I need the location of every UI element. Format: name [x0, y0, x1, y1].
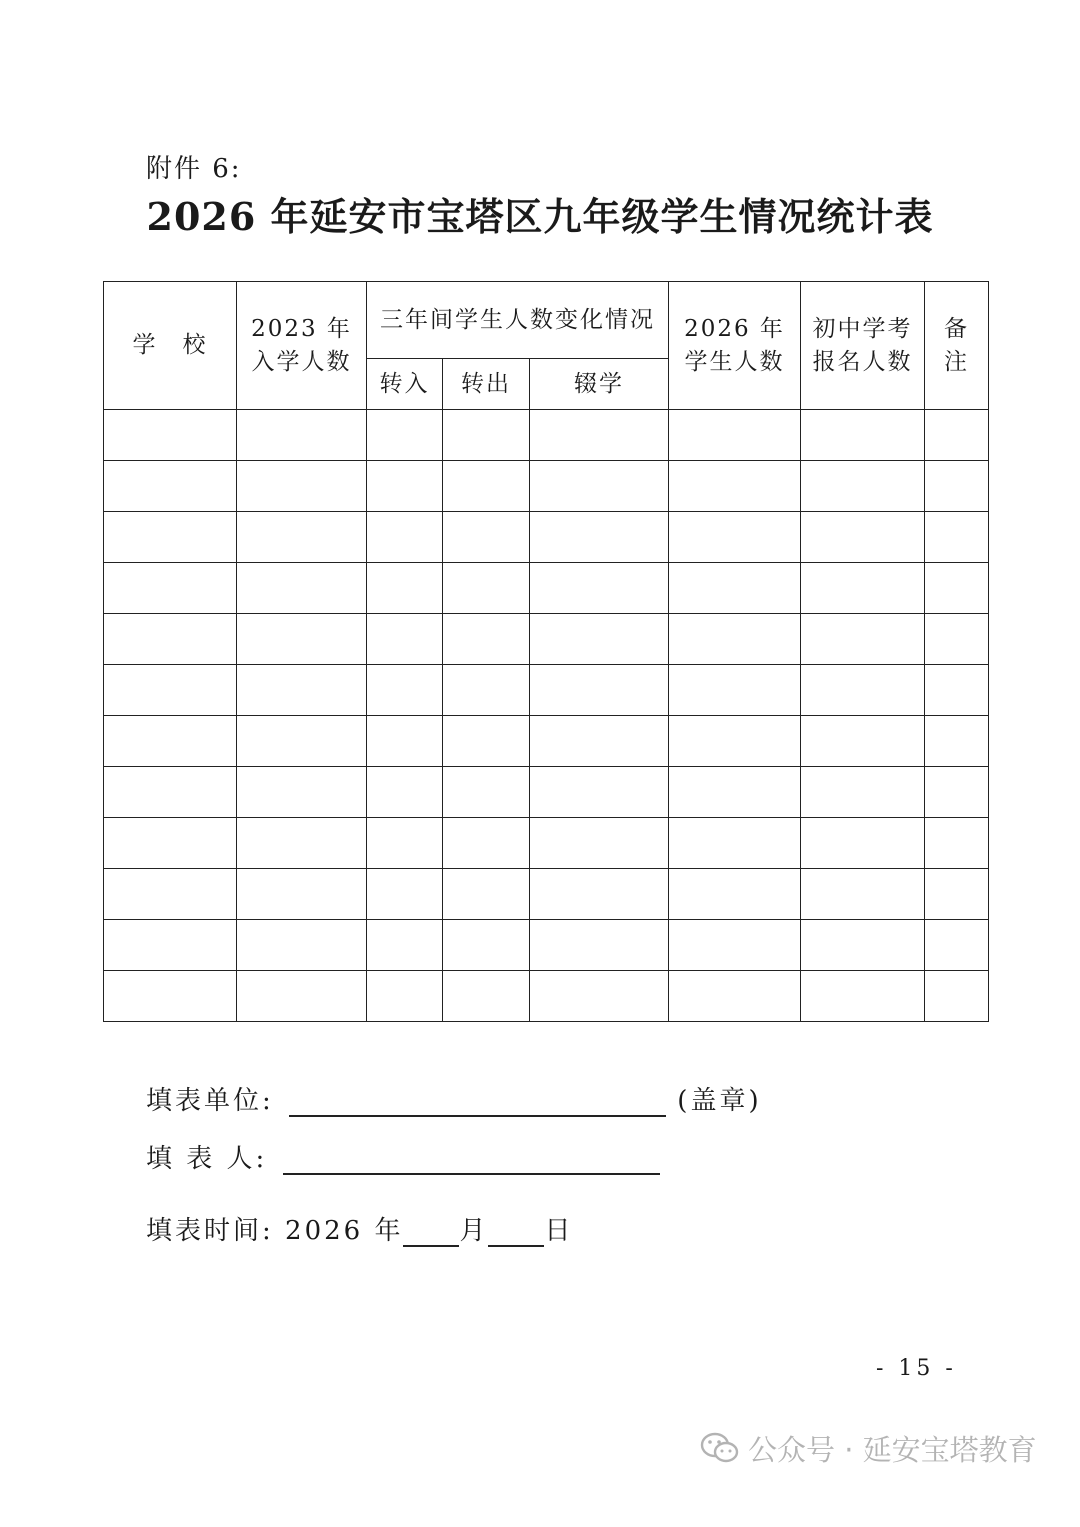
- table-cell[interactable]: [104, 716, 237, 767]
- table-cell[interactable]: [925, 410, 989, 461]
- table-cell[interactable]: [669, 920, 801, 971]
- seal-note: (盖章): [677, 1086, 762, 1116]
- table-cell[interactable]: [801, 512, 925, 563]
- table-cell[interactable]: [237, 563, 367, 614]
- table-cell[interactable]: [669, 665, 801, 716]
- table-cell[interactable]: [669, 614, 801, 665]
- fill-unit-field[interactable]: [289, 1085, 666, 1117]
- table-cell[interactable]: [443, 716, 530, 767]
- table-cell[interactable]: [237, 971, 367, 1022]
- table-cell[interactable]: [925, 512, 989, 563]
- table-cell[interactable]: [925, 971, 989, 1022]
- table-cell[interactable]: [367, 410, 443, 461]
- table-cell[interactable]: [237, 767, 367, 818]
- header-dropout: 辍学: [530, 359, 669, 410]
- table-cell[interactable]: [104, 767, 237, 818]
- table-cell[interactable]: [925, 767, 989, 818]
- table-cell[interactable]: [530, 563, 669, 614]
- table-cell[interactable]: [925, 818, 989, 869]
- table-cell[interactable]: [104, 614, 237, 665]
- table-row: [104, 614, 989, 665]
- table-cell[interactable]: [367, 512, 443, 563]
- table-cell[interactable]: [104, 869, 237, 920]
- table-cell[interactable]: [367, 461, 443, 512]
- fill-date-month-field[interactable]: [403, 1215, 459, 1247]
- table-cell[interactable]: [367, 869, 443, 920]
- table-cell[interactable]: [530, 614, 669, 665]
- table-cell[interactable]: [801, 461, 925, 512]
- table-cell[interactable]: [104, 971, 237, 1022]
- table-cell[interactable]: [801, 563, 925, 614]
- table-cell[interactable]: [801, 869, 925, 920]
- table-cell[interactable]: [530, 461, 669, 512]
- table-cell[interactable]: [530, 716, 669, 767]
- table-cell[interactable]: [367, 614, 443, 665]
- table-cell[interactable]: [443, 920, 530, 971]
- table-cell[interactable]: [443, 869, 530, 920]
- header-school: 学 校: [104, 282, 237, 410]
- table-cell[interactable]: [530, 869, 669, 920]
- table-cell[interactable]: [801, 818, 925, 869]
- table-cell[interactable]: [669, 767, 801, 818]
- table-cell[interactable]: [104, 920, 237, 971]
- table-cell[interactable]: [443, 665, 530, 716]
- table-cell[interactable]: [530, 512, 669, 563]
- table-cell[interactable]: [669, 971, 801, 1022]
- attachment-label: 附件 6:: [146, 154, 242, 184]
- filler-field[interactable]: [283, 1143, 660, 1175]
- table-cell[interactable]: [367, 563, 443, 614]
- watermark-text: 公众号 · 延安宝塔教育: [748, 1433, 1037, 1467]
- table-cell[interactable]: [104, 665, 237, 716]
- table-cell[interactable]: [669, 869, 801, 920]
- table-cell[interactable]: [237, 716, 367, 767]
- table-cell[interactable]: [801, 971, 925, 1022]
- table-cell[interactable]: [443, 410, 530, 461]
- header-exam-registered: 初中学考 报名人数: [801, 282, 925, 410]
- table-cell[interactable]: [237, 461, 367, 512]
- table-cell[interactable]: [104, 563, 237, 614]
- header-transfer-out: 转出: [443, 359, 530, 410]
- table-cell[interactable]: [925, 665, 989, 716]
- table-row: [104, 563, 989, 614]
- page-number: - 15 -: [876, 1356, 957, 1381]
- table-row: [104, 716, 989, 767]
- table-cell[interactable]: [530, 410, 669, 461]
- table-cell[interactable]: [237, 869, 367, 920]
- table-cell[interactable]: [801, 920, 925, 971]
- fill-date-day-suffix: 日: [544, 1216, 574, 1246]
- table-cell[interactable]: [443, 818, 530, 869]
- watermark: [700, 1428, 1037, 1469]
- table-cell[interactable]: [530, 767, 669, 818]
- table-cell[interactable]: [443, 512, 530, 563]
- table-cell[interactable]: [530, 818, 669, 869]
- table-cell[interactable]: [237, 920, 367, 971]
- table-cell[interactable]: [925, 716, 989, 767]
- table-cell[interactable]: [801, 410, 925, 461]
- table-cell[interactable]: [367, 971, 443, 1022]
- table-cell[interactable]: [925, 614, 989, 665]
- table-cell[interactable]: [443, 614, 530, 665]
- table-cell[interactable]: [237, 818, 367, 869]
- header-enrolled-2023: 2023 年 入学人数: [237, 282, 367, 410]
- table-cell[interactable]: [443, 563, 530, 614]
- student-statistics-table: [103, 281, 989, 1022]
- table-row: [104, 665, 989, 716]
- table-cell[interactable]: [367, 767, 443, 818]
- fill-unit-line: [146, 1080, 762, 1117]
- table-cell[interactable]: [237, 512, 367, 563]
- table-cell[interactable]: [801, 665, 925, 716]
- header-remarks: 备 注: [925, 282, 989, 410]
- header-change-group: 三年间学生人数变化情况: [367, 282, 669, 359]
- fill-date-year: 2026 年: [285, 1216, 404, 1246]
- table-cell[interactable]: [237, 665, 367, 716]
- fill-unit-label: 填表单位:: [146, 1086, 274, 1116]
- table-row: [104, 971, 989, 1022]
- fill-date-month-suffix: 月: [459, 1216, 489, 1246]
- table-cell[interactable]: [367, 920, 443, 971]
- table-row: [104, 410, 989, 461]
- table-cell[interactable]: [237, 410, 367, 461]
- table-cell[interactable]: [801, 614, 925, 665]
- table-cell[interactable]: [925, 920, 989, 971]
- table-cell[interactable]: [530, 665, 669, 716]
- table-row: [104, 512, 989, 563]
- fill-date-label: 填表时间:: [146, 1216, 274, 1246]
- table-cell[interactable]: [367, 716, 443, 767]
- table-cell[interactable]: [669, 716, 801, 767]
- table-cell[interactable]: [669, 512, 801, 563]
- table-cell[interactable]: [104, 461, 237, 512]
- table-cell[interactable]: [443, 767, 530, 818]
- table-cell[interactable]: [669, 563, 801, 614]
- table-cell[interactable]: [669, 461, 801, 512]
- table-row: [104, 818, 989, 869]
- table-cell[interactable]: [530, 971, 669, 1022]
- wechat-icon: [700, 1431, 740, 1467]
- table-cell[interactable]: [443, 971, 530, 1022]
- table-cell[interactable]: [237, 614, 367, 665]
- table-cell[interactable]: [443, 461, 530, 512]
- table-cell[interactable]: [925, 461, 989, 512]
- table-cell[interactable]: [367, 665, 443, 716]
- table-row: [104, 767, 989, 818]
- table-cell[interactable]: [669, 818, 801, 869]
- fill-date-line: [146, 1210, 574, 1247]
- table-cell[interactable]: [104, 512, 237, 563]
- table-cell[interactable]: [925, 869, 989, 920]
- header-transfer-in: 转入: [367, 359, 443, 410]
- table-row: [104, 920, 989, 971]
- table-cell[interactable]: [925, 563, 989, 614]
- fill-date-day-field[interactable]: [488, 1215, 544, 1247]
- header-students-2026: 2026 年 学生人数: [669, 282, 801, 410]
- table-cell[interactable]: [367, 818, 443, 869]
- table-cell[interactable]: [801, 716, 925, 767]
- table-cell[interactable]: [104, 410, 237, 461]
- table-cell[interactable]: [530, 920, 669, 971]
- table-cell[interactable]: [801, 767, 925, 818]
- table-cell[interactable]: [669, 410, 801, 461]
- filler-label: 填 表 人:: [146, 1144, 268, 1174]
- table-row: [104, 461, 989, 512]
- filler-line: [146, 1138, 660, 1175]
- table-row: [104, 869, 989, 920]
- document-title: 2026 年延安市宝塔区九年级学生情况统计表: [146, 194, 934, 239]
- table-cell[interactable]: [104, 818, 237, 869]
